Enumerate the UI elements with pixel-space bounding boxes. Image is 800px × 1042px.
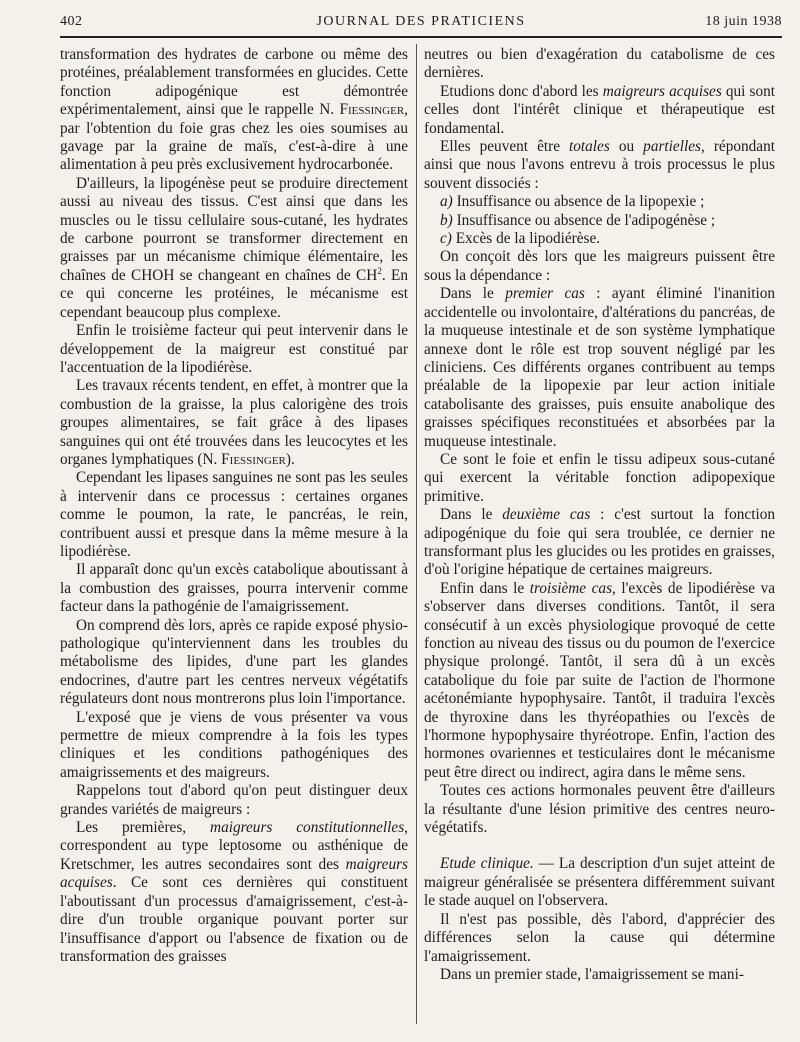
page-number: 402 (60, 14, 83, 29)
paragraph: Ce sont le foie et enfin le tissu adipeux sous-cutané qui exercent la véritable fonction adipopexique primitive. (424, 450, 775, 505)
paragraph: L'exposé que je viens de vous présenter va vous permettre de mieux comprendre à la fois les types cliniques et les conditions pathogéniques des amaigrissements et des maigreurs. (60, 708, 408, 781)
paragraph: Dans le premier cas : ayant éliminé l'inanition accidentelle ou involontaire, d'altérations du pancréas, de la muqueuse intestinale et de son système lymphatique annexe dont le rôle est trop souvent négligé par les cliniciens. Ces différents organes contribuent au temps préalable de la lipopexie par leur action initiale catabolisante des graisses, puis ensuite anabolique des graisses spécifiques reconstituées et absorbées par la muqueuse intestinale. (424, 285, 775, 450)
column-divider (416, 44, 417, 1024)
paragraph: Dans un premier stade, l'amaigrissement se mani- (440, 965, 744, 983)
paragraph: Il n'est pas possible, dès l'abord, d'apprécier des différences selon la cause qui détermine l'amaigrissement. (424, 910, 775, 965)
paragraph: Enfin dans le troisième cas, l'excès de lipodiérèse va s'observer dans diverses conditions. Tantôt, il sera consécutif à un excès physiologique provoqué de cette fonction au niveau des tissus ou du poumon de l'exercice physique prolongé. Tantôt, il sera dû à un excès catabolique du foie par suite de l'action de l'hormone acétonémiante hypophysaire. Tantôt, il traduira l'excès de thyroxine dans les thyréopathies ou l'excès de l'hormone hypophysaire thyréotrope. Enfin, l'action des hormones ovariennes et testiculaires dont le mécanisme peut être direct ou indirect, agira dans le même sens. (424, 579, 776, 781)
paragraph: Les premières, maigreurs constitutionnelles, correspondent au type leptosome ou asthénique de Kretschmer, les autres secondaires sont des maigreurs acquises. Ce sont ces dernières qui constituent l'aboutissant d'un processus d'amaigrissement, c'est-à-dire d'un trouble organique pouvant porter sur l'insuffisance d'apport ou l'absence de fixation ou de transformation des graisses (60, 819, 408, 965)
paragraph: Etudions donc d'abord les maigreurs acquises qui sont celles dont l'intérêt clinique et thérapeutique est fondamental. (424, 82, 775, 137)
paragraph: Les travaux récents tendent, en effet, à montrer que la combustion de la graisse, la plus calorigène des trois groupes alimentaires, se fait grâce à des lipases sanguines qui ont été trouvées dans les leucocytes et les organes lymphatiques (N. Fiessinger). (60, 377, 408, 468)
list-item: b) Insuffisance ou absence de l'adipogénèse ; (440, 211, 716, 229)
paragraph: Toutes ces actions hormonales peuvent être d'ailleurs la résultante d'une lésion primitive des centres neuro-végétatifs. (424, 782, 775, 837)
left-column (60, 46, 408, 966)
author-name: Fiessinger (339, 101, 405, 119)
paragraph: Elles peuvent être totales ou partielles, répondant ainsi que nous l'avons entrevu à trois processus le plus souvent dissociés : (424, 138, 775, 192)
journal-title: JOURNAL DES PRATICIENS (316, 14, 526, 29)
paragraph: neutres ou bien d'exagération du catabolisme de ces dernières. (424, 46, 775, 82)
paragraph: Il apparaît donc qu'un excès catabolique aboutissant à la combustion des graisses, pourra intervenir comme facteur dans la pathogénie de l'amaigrissement. (60, 561, 408, 616)
section-heading: Etude clinique. (440, 855, 534, 873)
paragraph: Dans le deuxième cas : c'est surtout la fonction adipogénique du foie qui sera troublée, ce dernier ne transformant plus les glucides ou les protides en graisses, d'où l'origine hépatique de certaines maigreurs. (424, 506, 775, 579)
paragraph: Cependant les lipases sanguines ne sont pas les seules à intervenir dans ce processus : certaines organes comme le poumon, la rate, le pancréas, le rein, contribuent aussi et presque dans la même mesure à la lipodiérèse. (60, 469, 408, 560)
section-paragraph: Etude clinique. — La description d'un sujet atteint de maigreur généralisée se présentera différemment suivant le stade auquel on l'observera. (424, 855, 775, 910)
header-rule (60, 36, 782, 38)
paragraph: On conçoit dès lors que les maigreurs puissent être sous la dépendance : (424, 248, 775, 284)
author-name: Fiessinger (221, 450, 286, 468)
right-column (424, 46, 775, 984)
paragraph: Enfin le troisième facteur qui peut intervenir dans le développement de la maigreur est constitué par l'accentuation de la lipodiérèse. (60, 322, 408, 376)
paragraph: transformation des hydrates de carbone ou même des protéines, préalablement transformées en glucides. Cette fonction adipogénique est démontrée expérimentalement, ainsi que le rappelle N. Fiessinger, par l'obtention du foie gras chez les oies soumises au gavage par la graine de maïs, c'est-à-dire à une alimentation à peu près exclusivement hydrocarbonée. (60, 46, 408, 174)
page-header (60, 14, 782, 36)
paragraph: D'ailleurs, la lipogénèse peut se produire directement aussi au niveau des tissus. C'est ainsi que dans les muscles ou le tissu cellulaire sous-cutané, les hydrates de carbone pourront se transformer directement en graisses par un mécanisme chimique élémentaire, les chaînes de CHOH se changeant en chaînes de $CH^2$. En ce qui concerne les protéines, le mécanisme est cependant beaucoup plus complexe. (60, 174, 408, 321)
issue-date: 18 juin 1938 (705, 14, 782, 29)
paragraph: On comprend dès lors, après ce rapide exposé physio-pathologique qu'interviennent dans les troubles du métabolisme des lipides, d'une part les glandes endocrines, d'autre part les centres nerveux végétatifs régulateurs dont nous montrerons plus loin l'importance. (60, 616, 408, 708)
list-item: c) Excès de la lipodiérèse. (440, 230, 601, 248)
paragraph: Rappelons tout d'abord qu'on peut distinguer deux grandes variétés de maigreurs : (60, 782, 408, 818)
list-item: a) Insuffisance ou absence de la lipopexie ; (440, 193, 705, 211)
